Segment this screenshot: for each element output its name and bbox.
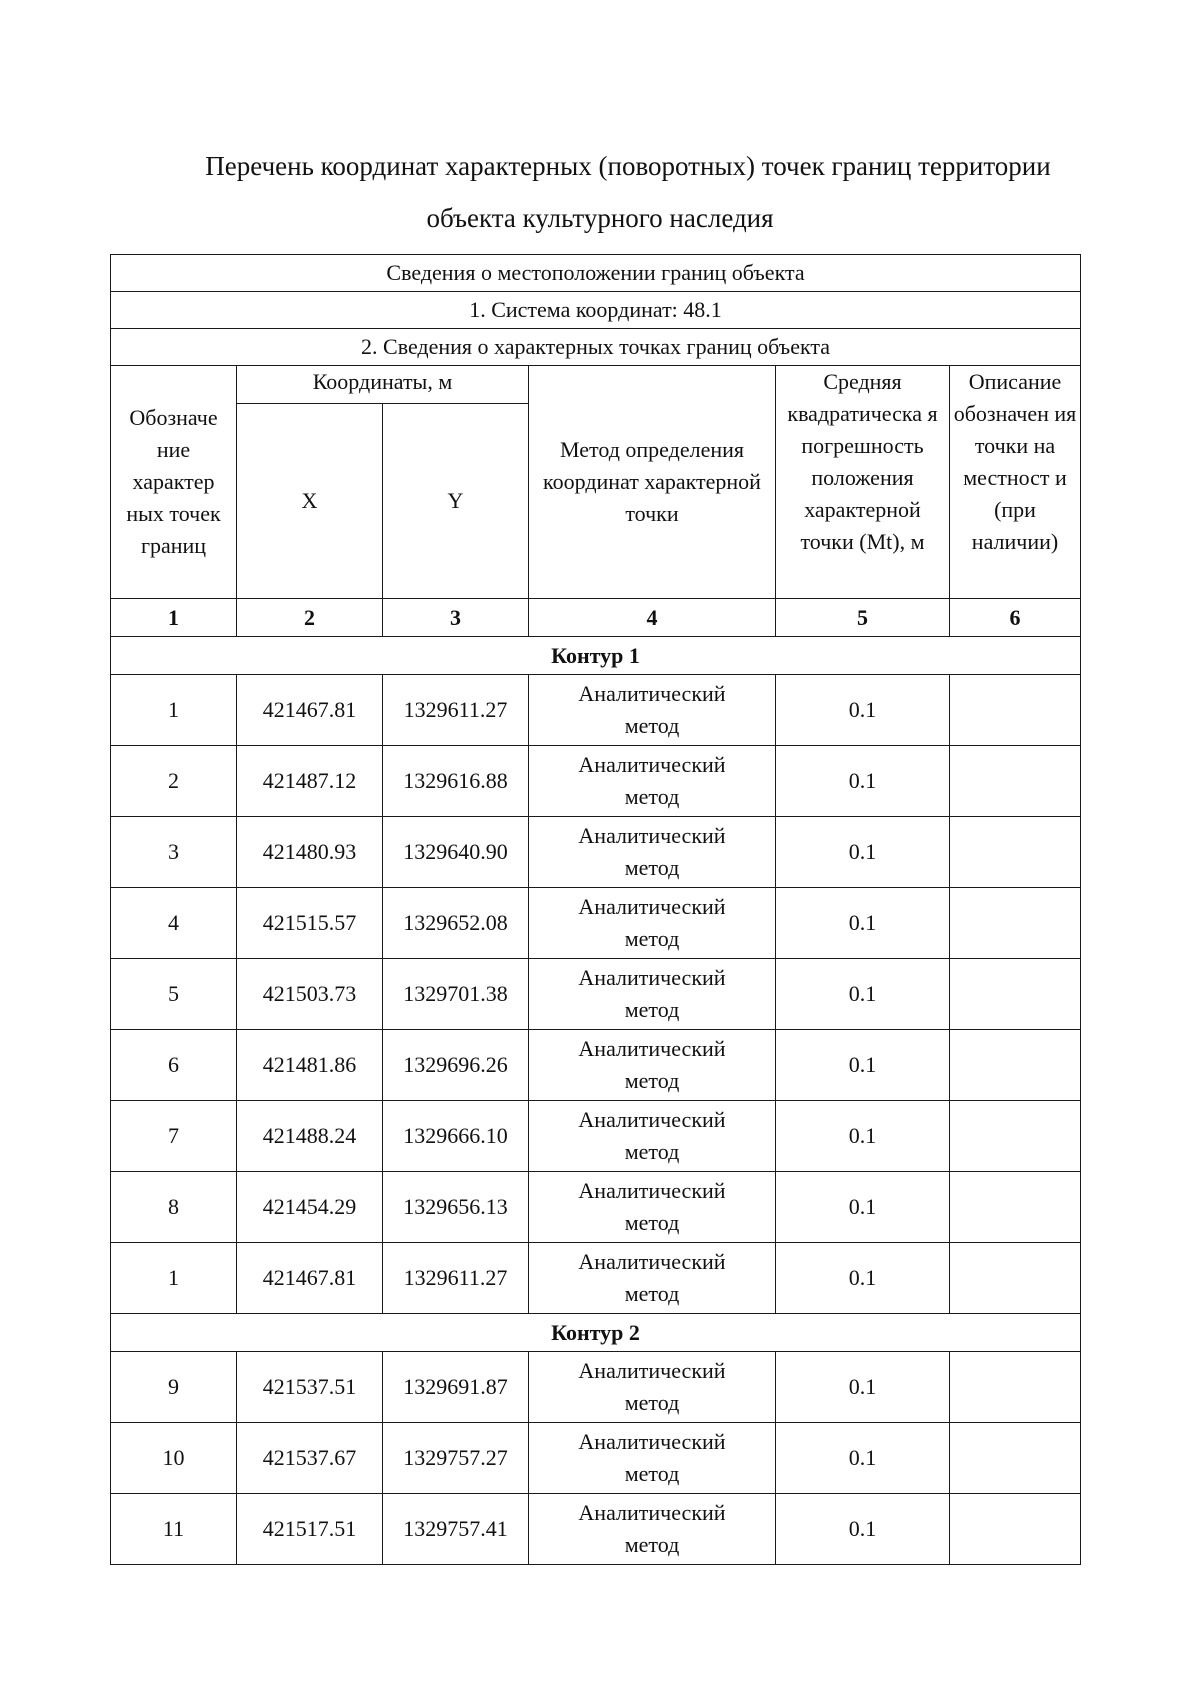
header-description: Описание обозначен ия точки на местност и (при наличии) [950,366,1081,599]
description-cell [950,1101,1081,1172]
description-cell [950,746,1081,817]
method-cell: Аналитический метод [529,1101,776,1172]
x-coordinate-cell: 421537.67 [237,1423,383,1494]
method-cell: Аналитический метод [529,817,776,888]
method-cell: Аналитический метод [529,675,776,746]
y-coordinate-cell: 1329701.38 [383,959,529,1030]
point-number-cell: 5 [111,959,237,1030]
column-number: 2 [237,599,383,637]
y-coordinate-cell: 1329656.13 [383,1172,529,1243]
column-number: 6 [950,599,1081,637]
document-title-line-1: Перечень координат характерных (поворотных) точек границ территории [205,151,1051,181]
x-coordinate-cell: 421537.51 [237,1352,383,1423]
mean-error-cell: 0.1 [776,1030,950,1101]
point-number-cell: 8 [111,1172,237,1243]
table-row [111,1494,1081,1565]
point-number-cell: 10 [111,1423,237,1494]
mean-error-cell: 0.1 [776,959,950,1030]
table-row [111,1030,1081,1101]
column-number: 4 [529,599,776,637]
mean-error-cell: 0.1 [776,1494,950,1565]
method-cell: Аналитический метод [529,1030,776,1101]
y-coordinate-cell: 1329691.87 [383,1352,529,1423]
y-coordinate-cell: 1329757.41 [383,1494,529,1565]
point-number-cell: 2 [111,746,237,817]
method-cell: Аналитический метод [529,1423,776,1494]
y-coordinate-cell: 1329757.27 [383,1423,529,1494]
contour-row [111,1314,1081,1352]
table-row [111,817,1081,888]
x-coordinate-cell: 421481.86 [237,1030,383,1101]
coordinate-system: 1. Система координат: 48.1 [111,292,1081,329]
points-info-title: 2. Сведения о характерных точках границ объекта [111,329,1081,366]
mean-error-cell: 0.1 [776,817,950,888]
method-cell: Аналитический метод [529,1352,776,1423]
table-row [111,959,1081,1030]
mean-error-cell: 0.1 [776,675,950,746]
description-cell [950,1423,1081,1494]
x-coordinate-cell: 421487.12 [237,746,383,817]
header-mean-error: Средняя квадратическа я погрешность положения характерной точки (Mt), м [776,366,950,599]
document-title-line-2: объекта культурного наследия [426,203,774,233]
x-coordinate-cell: 421467.81 [237,675,383,746]
method-cell: Аналитический метод [529,1243,776,1314]
contour-row [111,637,1081,675]
point-number-cell: 7 [111,1101,237,1172]
description-cell [950,1352,1081,1423]
point-number-cell: 1 [111,1243,237,1314]
mean-error-cell: 0.1 [776,746,950,817]
method-cell: Аналитический метод [529,888,776,959]
mean-error-cell: 0.1 [776,888,950,959]
x-coordinate-cell: 421454.29 [237,1172,383,1243]
x-coordinate-cell: 421480.93 [237,817,383,888]
description-cell [950,888,1081,959]
point-number-cell: 6 [111,1030,237,1101]
table-row [111,746,1081,817]
description-cell [950,1172,1081,1243]
method-cell: Аналитический метод [529,746,776,817]
header-method: Метод определения координат характерной точки [529,366,776,599]
contour-title: Контур 2 [111,1314,1081,1352]
header-x: X [237,404,383,599]
description-cell [950,959,1081,1030]
table-row [111,1243,1081,1314]
y-coordinate-cell: 1329696.26 [383,1030,529,1101]
y-coordinate-cell: 1329611.27 [383,675,529,746]
table-row [111,1352,1081,1423]
mean-error-cell: 0.1 [776,1423,950,1494]
point-number-cell: 9 [111,1352,237,1423]
y-coordinate-cell: 1329652.08 [383,888,529,959]
description-cell [950,1243,1081,1314]
y-coordinate-cell: 1329611.27 [383,1243,529,1314]
table-row [111,1423,1081,1494]
header-designation: Обозначе ние характер ных точек границ [111,366,237,599]
y-coordinate-cell: 1329666.10 [383,1101,529,1172]
x-coordinate-cell: 421503.73 [237,959,383,1030]
coordinates-table [110,254,1081,1565]
point-number-cell: 1 [111,675,237,746]
section-title: Сведения о местоположении границ объекта [111,255,1081,292]
mean-error-cell: 0.1 [776,1352,950,1423]
point-number-cell: 3 [111,817,237,888]
header-y: Y [383,404,529,599]
method-cell: Аналитический метод [529,1494,776,1565]
method-cell: Аналитический метод [529,1172,776,1243]
header-coordinates: Координаты, м [237,366,529,404]
method-cell: Аналитический метод [529,959,776,1030]
description-cell [950,817,1081,888]
x-coordinate-cell: 421515.57 [237,888,383,959]
table-row [111,1172,1081,1243]
column-number: 1 [111,599,237,637]
description-cell [950,675,1081,746]
description-cell [950,1494,1081,1565]
point-number-cell: 4 [111,888,237,959]
x-coordinate-cell: 421517.51 [237,1494,383,1565]
table-row [111,675,1081,746]
table-row [111,888,1081,959]
y-coordinate-cell: 1329616.88 [383,746,529,817]
y-coordinate-cell: 1329640.90 [383,817,529,888]
point-number-cell: 11 [111,1494,237,1565]
x-coordinate-cell: 421467.81 [237,1243,383,1314]
contour-title: Контур 1 [111,637,1081,675]
table-row [111,1101,1081,1172]
description-cell [950,1030,1081,1101]
mean-error-cell: 0.1 [776,1101,950,1172]
mean-error-cell: 0.1 [776,1243,950,1314]
mean-error-cell: 0.1 [776,1172,950,1243]
column-number: 5 [776,599,950,637]
x-coordinate-cell: 421488.24 [237,1101,383,1172]
column-number: 3 [383,599,529,637]
